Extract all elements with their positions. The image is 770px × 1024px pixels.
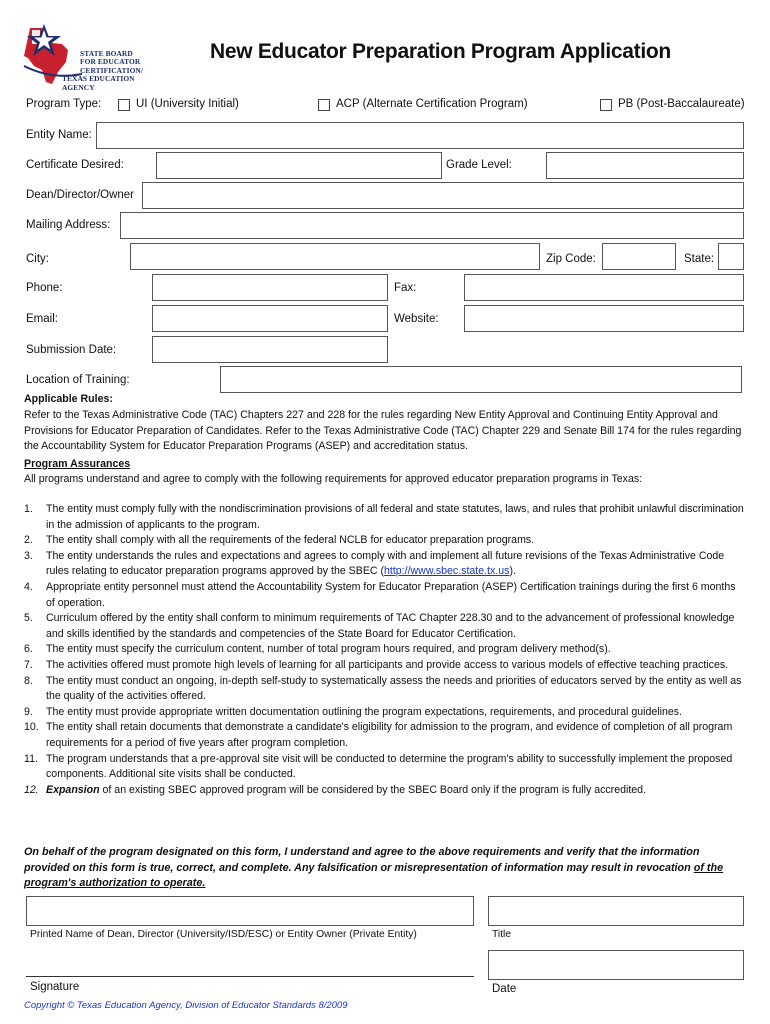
mailing-label: Mailing Address: (26, 219, 111, 231)
list-item: 9. The entity must provide appropriate written documentation outlining the program expectations, requirements, and procedural guidelines. (24, 705, 682, 718)
pb-option-label: PB (Post-Baccalaureate) (618, 98, 745, 110)
phone-input[interactable] (152, 274, 388, 301)
grade-level-label: Grade Level: (446, 159, 512, 171)
entity-name-input[interactable] (96, 122, 744, 149)
list-item: 10. The entity shall retain documents that demonstrate a candidate's eligibility for admission to the program, and evidence of completion of all program requirements for a period of five years after program completion. (24, 721, 733, 749)
ui-option-label: UI (University Initial) (136, 98, 239, 110)
acp-checkbox[interactable] (318, 99, 330, 111)
copyright-text: Copyright © Texas Education Agency, Division of Educator Standards 8/2009 (24, 1000, 348, 1011)
zip-input[interactable] (602, 243, 676, 270)
phone-label: Phone: (26, 282, 63, 294)
list-item: 6. The entity must specify the curriculum content, number of total program hours required, and program delivery method(s). (24, 643, 611, 656)
location-input[interactable] (220, 366, 742, 393)
website-label: Website: (394, 313, 439, 325)
email-label: Email: (26, 313, 58, 325)
city-label: City: (26, 253, 49, 265)
signature-label: Signature (30, 981, 80, 993)
location-label: Location of Training: (26, 374, 130, 386)
certification-statement: On behalf of the program designated on this form, I understand and agree to the above requirements and verify that the information provided on this form is true, correct, and complete. Any falsification or misrepresentation of information may result in revocation of the program's authorization to operate. (24, 846, 724, 890)
rules-heading: Applicable Rules: (24, 393, 113, 405)
printed-name-label: Printed Name of Dean, Director (University/ISD/ESC) or Entity Owner (Private Entity) (30, 929, 417, 940)
ui-checkbox[interactable] (118, 99, 130, 111)
list-item: 5. Curriculum offered by the entity shall conform to minimum requirements of TAC Chapter 228.30 and to the advancement of professional knowledge and skills identified by the standards and competencies of the State Board for Educator Certification. (24, 612, 735, 640)
logo-text: STATE BOARD FOR EDUCATOR CERTIFICATION/ TEXAS EDUCATION AGENCY (62, 49, 144, 92)
assurances-intro: All programs understand and agree to comply with the following requirements for approved educator preparation programs in Texas: (24, 473, 643, 485)
assurances-list (24, 502, 746, 798)
state-input[interactable] (718, 243, 744, 270)
grade-level-input[interactable] (546, 152, 744, 179)
list-item: 12. Expansion of an existing SBEC approved program will be considered by the SBEC Board only if the program is fully accredited. (24, 783, 647, 796)
rules-text: Refer to the Texas Administrative Code (TAC) Chapters 227 and 228 for the rules regarding New Entity Approval and Continuing Entity Approval and Provisions for Educator Preparation of Candidates. Refer to the Texas Administrative Code (TAC) Chapter 229 and Senate Bill 174 for the rules regarding the Accountability System for Educator Preparation Programs (ASEP) and accreditation status. (24, 409, 742, 453)
entity-name-label: Entity Name: (26, 129, 92, 141)
list-item: 4. Appropriate entity personnel must attend the Accountability System for Educator Preparation (ASEP) Certification trainings during the first 6 months of operation. (24, 580, 736, 609)
dean-label: Dean/Director/Owner (26, 189, 135, 201)
email-input[interactable] (152, 305, 388, 332)
program-type-label: Program Type: (26, 98, 102, 110)
acp-option-label: ACP (Alternate Certification Program) (336, 98, 528, 110)
list-item: 7. The activities offered must promote high levels of learning for all participants and provide access to various models of effective teaching practices. (24, 658, 729, 671)
signature-line[interactable] (26, 976, 474, 977)
state-label: State: (684, 253, 715, 265)
certificate-input[interactable] (156, 152, 442, 179)
printed-name-input[interactable] (26, 896, 474, 926)
list-item: 8. The entity must conduct an ongoing, in-depth self-study to systematically assess the needs and priorities of educators served by the entity as well as the quality of the activities offered. (24, 674, 742, 703)
mailing-input[interactable] (120, 212, 744, 239)
pb-checkbox[interactable] (600, 99, 612, 111)
list-item: 1. The entity must comply fully with the nondiscrimination provisions of all federal and state statutes, laws, and rules that prohibit unlawful discrimination in the admission of applicants to the program. (24, 503, 744, 531)
dean-input[interactable] (142, 182, 744, 209)
fax-input[interactable] (464, 274, 744, 301)
sbec-link[interactable]: http://www.sbec.state.tx.us (384, 565, 510, 578)
title-label: Title (492, 929, 512, 940)
submission-input[interactable] (152, 336, 388, 363)
assurances-heading: Program Assurances (24, 458, 131, 470)
certificate-label: Certificate Desired: (26, 159, 124, 171)
list-item: 3. The entity understands the rules and expectations and agrees to comply with and implement all future revisions of the Texas Administrative Code rules relating to educator preparation programs approved by the SBEC (http://www.sbec.state.tx.us). (24, 549, 725, 578)
website-input[interactable] (464, 305, 744, 332)
fax-label: Fax: (394, 282, 417, 294)
page-title: New Educator Preparation Program Application (210, 40, 671, 63)
sbec-logo (22, 22, 154, 90)
date-label: Date (492, 983, 517, 995)
list-item: 11. The program understands that a pre-approval site visit will be conducted to determine the program's ability to successfully implement the proposed components. Additional site visits shall be conducted. (24, 752, 733, 781)
submission-label: Submission Date: (26, 344, 117, 356)
city-input[interactable] (130, 243, 540, 270)
list-item: 2. The entity shall comply with all the requirements of the federal NCLB for educator preparation programs. (24, 534, 535, 547)
title-input[interactable] (488, 896, 744, 926)
zip-label: Zip Code: (546, 253, 596, 265)
date-input[interactable] (488, 950, 744, 980)
